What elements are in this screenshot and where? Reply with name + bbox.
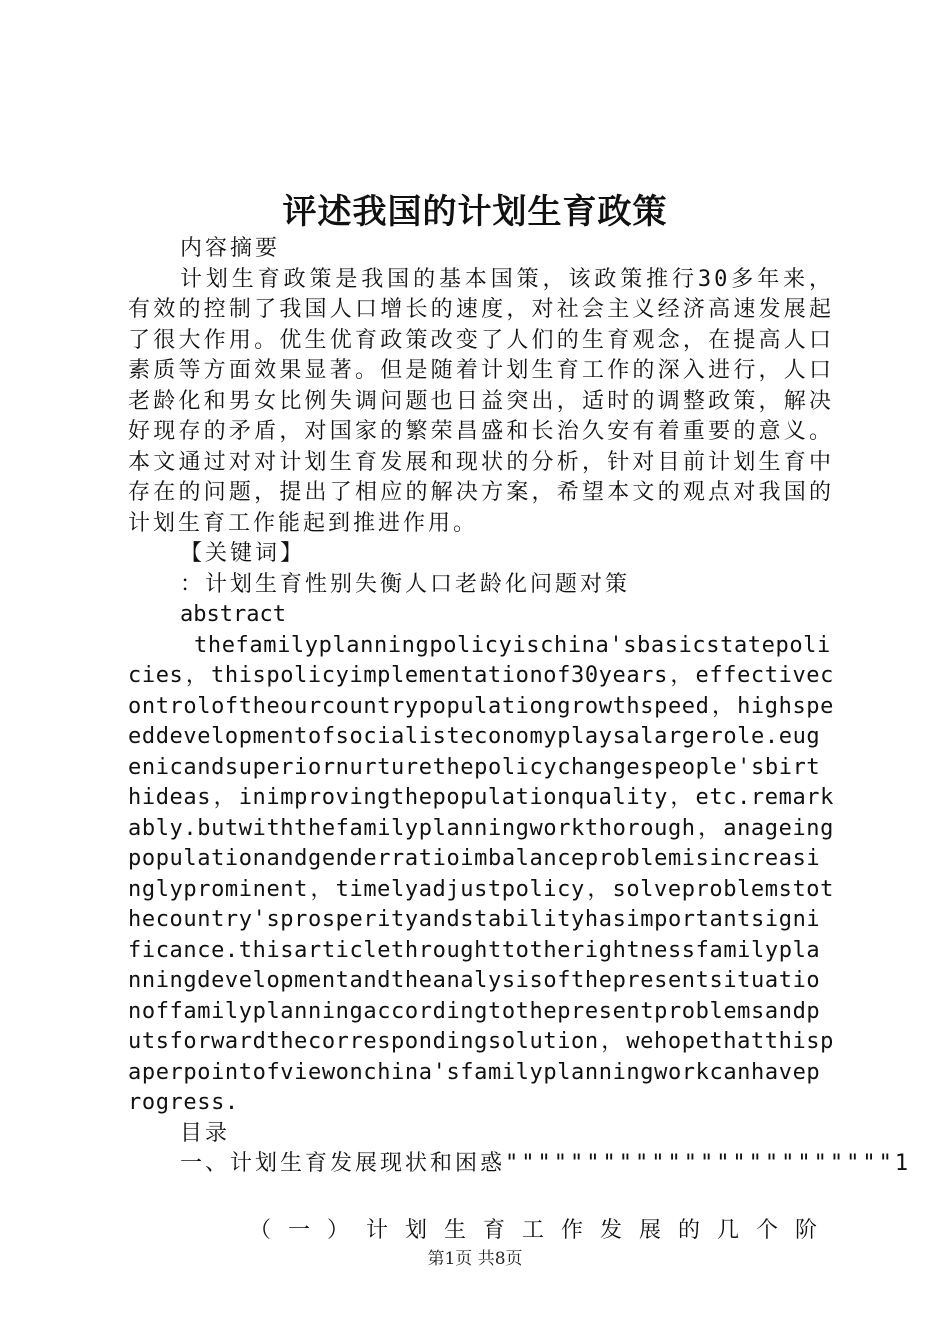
keywords-text: ：计划生育性别失衡人口老龄化问题对策 [180,571,631,597]
toc-heading: 目录 [180,1120,231,1146]
abstract-heading: 内容摘要 [180,236,281,261]
toc-entry[interactable]: 一、计划生育发展现状和困惑""""""""""""""""""""""""1 [180,1151,912,1176]
abstract-paragraph: 计划生育政策是我国的基本国策，该政策推行30多年来，有效的控制了我国人口增长的速度，对社会主义经济高速发展起了很大作用。优生优育政策改变了人们的生育观念，在提高人口素质等方面效果显著。但是随着计划生育工作的深入进行，人口老龄化和男女比例失调问题也日益突出，适时的调整政策，解决好现存的矛盾，对国家的繁荣昌盛和长治久安有着重要的意义。本文通过对对计划生育发展和现状的分析，针对目前计划生育中存在的问题，提出了相应的解决方案，希望本文的观点对我国的计划生育工作能起到推进作用。 [128,266,834,536]
page-footer: 第1页 共8页 [427,1249,523,1269]
document-title: 评述我国的计划生育政策 [282,192,668,232]
english-abstract-heading: abstract [180,602,286,627]
english-abstract-paragraph: thefamilyplanningpolicyischina'sbasicstatepolicies，thispolicyimplementationof30years，effectivecontroloftheourcountrypopulationgrowthspeed，highspeeddevelopmentofsocialisteconomyplaysalargerole.eugenicandsuperiornurturethepolicychangespeople'sbirthideas，inimprovingthepopulationquality，etc.remarkably.butwiththefamilyplanningworkthorough，anageingpopulationandgenderratioimbalanceproblemisincreasinglyprominent，timelyadjustpolicy，solveproblemstothecountry'sprosperityandstabilityhasimportantsignificance.thisarticlethroughttotherightnessfamilyplanningdevelopmentandtheanalysisofthepresentsituationoffamilyplanningaccordingtothepresentproblemsandputsforwardthecorrespondingsolution，wehopethatthispaperpointofviewonchina'sfamilyplanningworkcanhaveprogress. [128,632,834,1115]
keywords-heading: 【关键词】 [180,541,306,566]
document-body [128,234,912,1246]
toc-sub-entry[interactable]: （一）计划生育工作发展的几个阶 [248,1217,834,1243]
